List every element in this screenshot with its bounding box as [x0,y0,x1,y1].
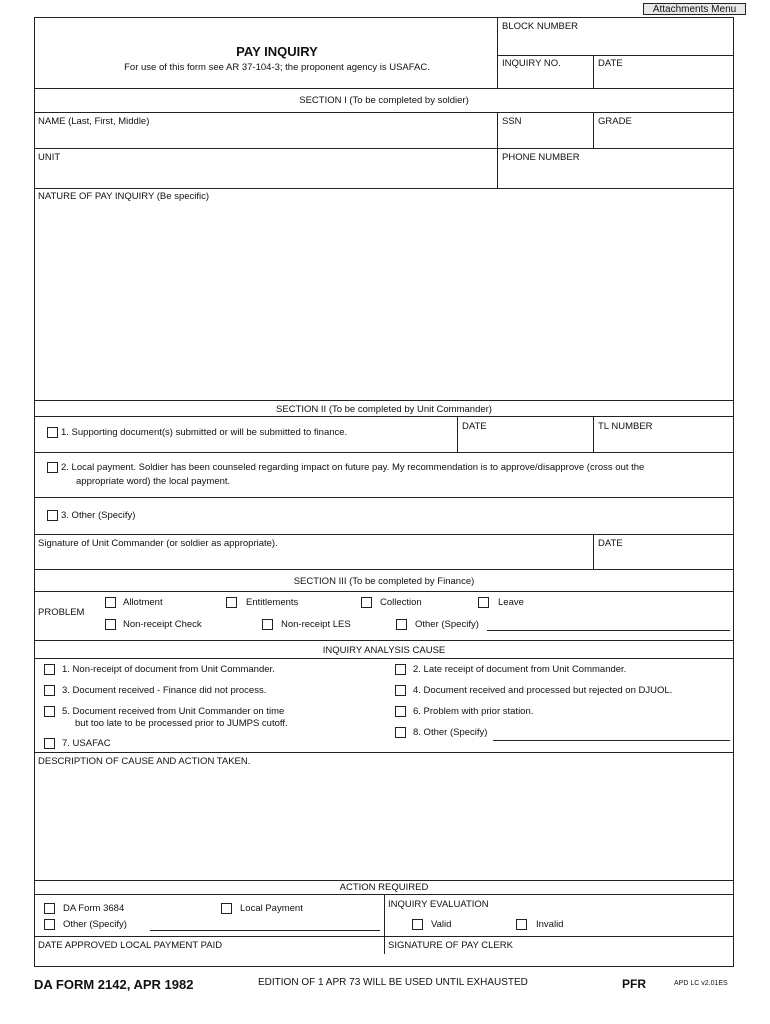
entitlements-label: Entitlements [246,597,299,608]
date-approved-label: DATE APPROVED LOCAL PAYMENT PAID [38,940,223,951]
local-payment-checkbox[interactable] [47,462,58,473]
section-2-caption: SECTION II (To be completed by Unit Commander) [276,404,492,415]
cause-7-checkbox[interactable] [44,738,55,749]
description-label: DESCRIPTION OF CAUSE AND ACTION TAKEN. [38,756,251,767]
action-other-checkbox[interactable] [44,919,55,930]
problem-other-field[interactable] [487,630,730,631]
phone-label: PHONE NUMBER [502,152,580,163]
valid-checkbox[interactable] [412,919,423,930]
signature-date-label: DATE [598,538,623,549]
section-1-caption: SECTION I (To be completed by soldier) [299,95,469,106]
nature-field[interactable] [34,203,734,400]
tl-number-label: TL NUMBER [598,421,653,432]
cause-8-field[interactable] [493,740,730,741]
inquiry-no-label: INQUIRY NO. [502,58,561,69]
cause-5-line2: but too late to be processed prior to JUMPS cutoff. [75,718,288,729]
action-local-payment-label: Local Payment [240,903,303,914]
problem-label: PROBLEM [38,607,85,618]
invalid-label: Invalid [536,919,564,930]
action-other-field[interactable] [150,930,380,931]
cause-4-label: 4. Document received and processed but rejected on DJUOL. [413,685,673,696]
commander-signature-label: Signature of Unit Commander (or soldier as appropriate). [38,538,278,549]
form-subtitle: For use of this form see AR 37-104-3; the proponent agency is USAFAC. [124,62,430,73]
date-approved-field[interactable] [34,951,384,966]
cause-2-checkbox[interactable] [395,664,406,675]
valid-label: Valid [431,919,452,930]
leave-checkbox[interactable] [478,597,489,608]
cause-6-checkbox[interactable] [395,706,406,717]
pay-clerk-signature-label: SIGNATURE OF PAY CLERK [388,940,513,951]
s2-date-label: DATE [462,421,487,432]
s2-other-label: 3. Other (Specify) [61,510,136,521]
pfr-label: PFR [622,977,646,991]
ssn-field[interactable] [497,128,593,148]
cause-8-label: 8. Other (Specify) [413,727,488,738]
ssn-label: SSN [502,116,522,127]
description-field[interactable] [34,768,734,880]
form-title: PAY INQUIRY [236,44,318,59]
name-label: NAME (Last, First, Middle) [38,116,150,127]
inquiry-evaluation-label: INQUIRY EVALUATION [388,899,489,910]
da-form-3684-label: DA Form 3684 [63,903,125,914]
header-date-label: DATE [598,58,623,69]
local-payment-line1: 2. Local payment. Soldier has been counseled regarding impact on future pay. My recommendation is to approve/disapprove (cross out the [61,462,645,473]
local-payment-line2: appropriate word) the local payment. [76,476,231,487]
s2-other-checkbox[interactable] [47,510,58,521]
cause-8-checkbox[interactable] [395,727,406,738]
cause-5-checkbox[interactable] [44,706,55,717]
action-caption: ACTION REQUIRED [339,882,429,893]
supporting-docs-checkbox[interactable] [47,427,58,438]
da-form-3684-checkbox[interactable] [44,903,55,914]
unit-label: UNIT [38,152,61,163]
cause-1-checkbox[interactable] [44,664,55,675]
s2-date-field[interactable] [457,433,593,452]
cause-2-label: 2. Late receipt of document from Unit Commander. [413,664,627,675]
signature-date-field[interactable] [593,550,734,569]
grade-label: GRADE [598,116,632,127]
collection-label: Collection [380,597,422,608]
cause-3-label: 3. Document received - Finance did not process. [62,685,267,696]
name-field[interactable] [34,128,497,148]
action-local-payment-checkbox[interactable] [221,903,232,914]
form-id: DA FORM 2142, APR 1982 [34,977,194,992]
action-other-label: Other (Specify) [63,919,127,930]
inquiry-no-field[interactable] [497,68,593,88]
edition-note: EDITION OF 1 APR 73 WILL BE USED UNTIL EXHAUSTED [258,977,528,988]
tl-number-field[interactable] [593,433,734,452]
nature-label: NATURE OF PAY INQUIRY (Be specific) [38,191,210,202]
collection-checkbox[interactable] [361,597,372,608]
analysis-caption: INQUIRY ANALYSIS CAUSE [322,645,446,656]
grade-field[interactable] [593,128,734,148]
cause-3-checkbox[interactable] [44,685,55,696]
non-receipt-les-checkbox[interactable] [262,619,273,630]
invalid-checkbox[interactable] [516,919,527,930]
cause-1-label: 1. Non-receipt of document from Unit Commander. [62,664,275,675]
leave-label: Leave [498,597,524,608]
allotment-checkbox[interactable] [105,597,116,608]
block-number-label: BLOCK NUMBER [502,21,579,32]
cause-7-label: 7. USAFAC [62,738,111,749]
cause-4-checkbox[interactable] [395,685,406,696]
problem-other-checkbox[interactable] [396,619,407,630]
commander-signature-field[interactable] [34,550,593,569]
cause-6-label: 6. Problem with prior station. [413,706,534,717]
pay-clerk-signature-field[interactable] [384,951,734,966]
problem-other-label: Other (Specify) [415,619,479,630]
allotment-label: Allotment [123,597,163,608]
attachments-menu-button[interactable]: Attachments Menu [643,3,746,15]
section-3-caption: SECTION III (To be completed by Finance) [293,576,475,587]
entitlements-checkbox[interactable] [226,597,237,608]
non-receipt-check-label: Non-receipt Check [123,619,202,630]
non-receipt-check-checkbox[interactable] [105,619,116,630]
non-receipt-les-label: Non-receipt LES [281,619,351,630]
supporting-docs-label: 1. Supporting document(s) submitted or will be submitted to finance. [61,427,348,438]
unit-field[interactable] [34,164,497,188]
cause-5-line1: 5. Document received from Unit Commander on time [62,706,285,717]
phone-field[interactable] [497,164,734,188]
block-number-field[interactable] [497,30,734,55]
version-label: APD LC v2.01ES [674,980,728,987]
header-date-field[interactable] [593,68,734,88]
